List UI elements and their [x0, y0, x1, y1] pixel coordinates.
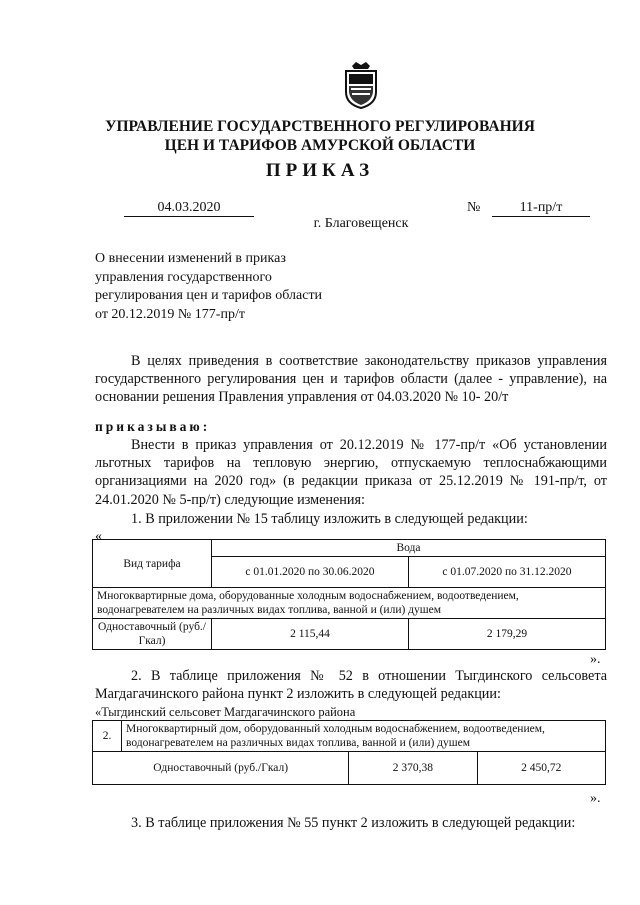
- close-quote-2: ».: [590, 791, 601, 806]
- table-2-caption: «Тыгдинский сельсовет Магдагачинского района: [95, 705, 356, 719]
- agency-name-line-2: ЦЕН И ТАРИФОВ АМУРСКОЙ ОБЛАСТИ: [164, 137, 476, 154]
- document-type-title: ПРИКАЗ: [265, 160, 375, 181]
- document-city: г. Благовещенск: [313, 216, 409, 231]
- document-number: 11-пр/т: [492, 200, 590, 217]
- open-quote: «: [95, 529, 102, 545]
- document-date: 04.03.2020: [124, 200, 254, 217]
- row-label: Одноставочный (руб./Гкал): [93, 752, 349, 785]
- tariff-value-2: 2 179,29: [408, 619, 605, 650]
- item-1-text: 1. В приложении № 15 таблицу изложить в следующей редакции:: [131, 511, 528, 527]
- row-index: 2.: [93, 721, 122, 752]
- consumer-category: Многоквартирные дома, оборудованные холодным водоснабжением, водоотведением, водонагревателем на различных видах топлива, ванной и (или) душем: [93, 588, 606, 619]
- tariff-value-2: 2 450,72: [477, 752, 605, 785]
- agency-name-line-1: УПРАВЛЕНИЕ ГОСУДАРСТВЕННОГО РЕГУЛИРОВАНИЯ: [105, 118, 535, 135]
- close-quote-1: ».: [590, 652, 601, 667]
- row-label: Одноставочный (руб./Гкал): [93, 619, 212, 650]
- col-tariff-type: Вид тарифа: [93, 540, 212, 588]
- subject-line: управления государственного: [95, 269, 272, 285]
- item-3-paragraph: 3. В таблице приложения № 55 пункт 2 изложить в следующей редакции:: [131, 815, 576, 831]
- tariff-value-1: 2 115,44: [212, 619, 409, 650]
- tariff-value-1: 2 370,38: [349, 752, 477, 785]
- consumer-category: Многоквартирный дом, оборудованный холодным водоснабжением, водоотведением, водонагревателем на различных видах топлива, ванной и (или) душем: [122, 721, 606, 752]
- col-period-2: с 01.07.2020 по 31.12.2020: [408, 557, 605, 588]
- order-word: приказываю:: [95, 419, 211, 434]
- subject-line: от 20.12.2019 № 177-пр/т: [95, 306, 245, 322]
- col-period-1: с 01.01.2020 по 30.06.2020: [212, 557, 409, 588]
- document-subject: [95, 250, 395, 324]
- item-2-paragraph: 2. В таблице приложения № 52 в отношении Тыгдинского сельсовета Магдагачинского района пункт 2 изложить в следующей редакции:: [95, 668, 607, 703]
- col-group-water: Вода: [212, 540, 606, 557]
- amendment-paragraph: Внести в приказ управления от 20.12.2019 № 177-пр/т «Об установлении льготных тарифов на тепловую энергию, отпускаемую теплоснабжающими организациями на 2020 год» (в редакции приказа от 25.12.2019 № 191-пр/т, от 24.01.2020 № 5-пр/т) следующие изменения:: [95, 437, 607, 508]
- subject-line: регулирования цен и тарифов области: [95, 288, 323, 303]
- subject-line: О внесении изменений в приказ: [95, 251, 286, 266]
- tariff-table-appendix-52: [92, 720, 606, 785]
- number-label: №: [467, 200, 481, 215]
- coat-of-arms-emblem-icon: [342, 60, 380, 110]
- intro-paragraph: В целях приведения в соответствие законодательству приказов управления государственного регулирования цен и тарифов области (далее - управление), на основании решения Правления управления от 04.03.2020 № 10- 20/т: [95, 353, 607, 406]
- tariff-table-appendix-15: [92, 539, 606, 650]
